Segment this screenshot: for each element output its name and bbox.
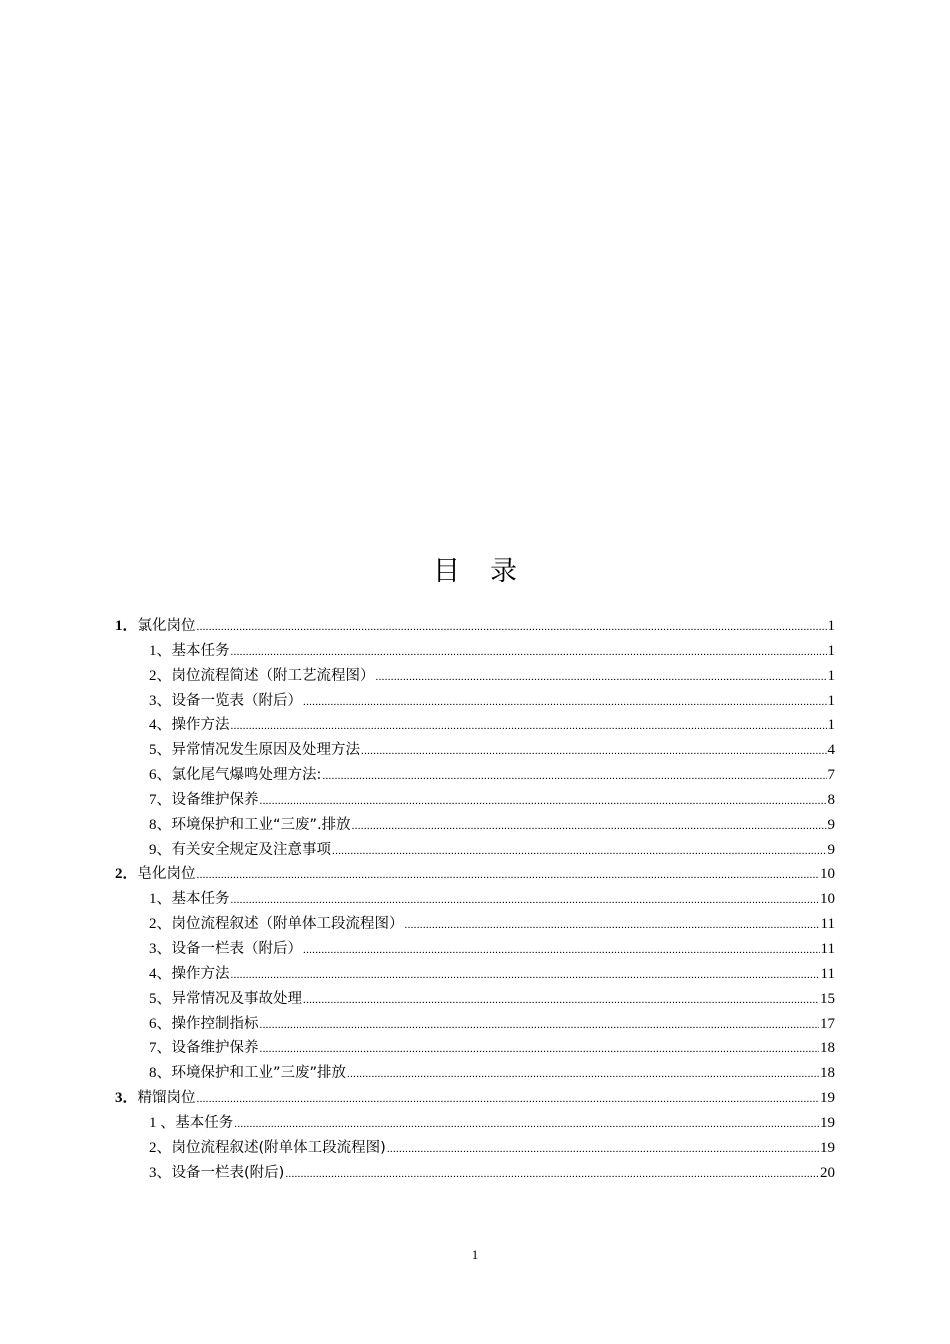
toc-dot-leader (260, 1037, 819, 1062)
toc-entry-title: 基本任务 (171, 642, 230, 659)
toc-entry-number: 2、 (149, 916, 172, 933)
toc-entry-title: 有关安全规定及注意事项 (171, 841, 332, 858)
toc-dot-leader (197, 615, 827, 640)
toc-dot-leader (303, 938, 820, 963)
toc-entry[interactable] (115, 862, 835, 887)
toc-entry[interactable] (115, 838, 835, 863)
toc-entry-number: 5、 (149, 742, 172, 759)
toc-entry[interactable] (115, 664, 835, 689)
toc-entry-page: 7 (827, 767, 835, 784)
toc-dot-leader (260, 789, 827, 814)
toc-entry-number: 3、 (149, 692, 172, 709)
toc-entry-title: 基本任务 (175, 1114, 234, 1131)
toc-dot-leader (405, 913, 820, 938)
page-number: 1 (471, 1247, 479, 1262)
toc-entry[interactable] (115, 639, 835, 664)
toc-dot-leader (322, 764, 826, 789)
toc-entry-title: 设备维护保养 (171, 1040, 259, 1057)
toc-entry[interactable] (115, 1061, 835, 1086)
toc-dot-leader (303, 690, 826, 715)
toc-entry-number: 3． (115, 1090, 138, 1107)
toc-entry-number: 5、 (149, 990, 172, 1007)
toc-entry-page: 4 (827, 742, 835, 759)
table-of-contents (115, 614, 835, 1185)
toc-entry[interactable] (115, 1036, 835, 1061)
toc-entry-number: 1． (115, 618, 138, 634)
toc-entry-number: 1、 (149, 891, 172, 908)
toc-entry-title: 操作方法 (171, 965, 230, 982)
toc-dot-leader (303, 988, 819, 1013)
toc-entry[interactable] (115, 1136, 835, 1161)
toc-dot-leader (197, 1087, 819, 1112)
toc-entry-page: 19 (820, 1090, 835, 1107)
toc-entry-title: 岗位流程叙述（附单体工段流程图） (171, 916, 404, 933)
toc-entry-title: 皂化岗位 (137, 866, 196, 883)
toc-entry-number: 6、 (149, 767, 172, 784)
toc-dot-leader (231, 714, 827, 739)
toc-entry-page: 11 (820, 940, 835, 957)
toc-entry-page: 1 (827, 717, 835, 734)
toc-entry-page: 9 (827, 816, 835, 833)
toc-entry[interactable] (115, 962, 835, 987)
toc-entry[interactable] (115, 1086, 835, 1111)
toc-entry[interactable] (115, 738, 835, 763)
toc-entry-page: 1 (827, 618, 835, 634)
toc-entry-page: 10 (820, 891, 835, 908)
toc-entry-title: 环境保护和工业“三废”.排放 (171, 816, 351, 833)
toc-entry-page: 10 (820, 866, 835, 883)
toc-entry-page: 1 (827, 667, 835, 684)
toc-entry[interactable] (115, 713, 835, 738)
toc-entry-number: 2、 (149, 1139, 172, 1156)
toc-entry-title: 环境保护和工业”三废”排放 (171, 1065, 347, 1082)
toc-dot-leader (197, 863, 819, 888)
toc-entry-title: 操作控制指标 (171, 1015, 259, 1032)
toc-entry-page: 9 (827, 841, 835, 858)
toc-dot-leader (332, 839, 826, 864)
toc-dot-leader (231, 640, 827, 665)
toc-entry-page: 19 (820, 1139, 835, 1156)
toc-dot-leader (260, 1013, 819, 1038)
toc-entry[interactable] (115, 763, 835, 788)
toc-entry-title: 岗位流程叙述(附单体工段流程图) (171, 1139, 386, 1156)
toc-entry-title: 氯化尾气爆鸣处理方法: (171, 767, 322, 784)
toc-entry[interactable] (115, 788, 835, 813)
toc-entry-number: 8、 (149, 816, 172, 833)
toc-entry[interactable] (115, 1161, 835, 1186)
toc-entry-page: 1 (827, 642, 835, 659)
toc-entry-title: 精馏岗位 (137, 1090, 196, 1107)
toc-entry-number: 7、 (149, 1040, 172, 1057)
toc-entry-number: 3、 (149, 1164, 172, 1181)
toc-entry-title: 异常情况及事故处理 (171, 990, 303, 1007)
toc-entry-title: 基本任务 (171, 891, 230, 908)
toc-entry-title: 异常情况发生原因及处理方法 (171, 742, 361, 759)
toc-dot-leader (231, 963, 820, 988)
toc-entry[interactable] (115, 813, 835, 838)
toc-entry-number: 9、 (149, 841, 172, 858)
toc-entry-page: 15 (820, 990, 835, 1007)
toc-entry-number: 8、 (149, 1065, 172, 1082)
toc-entry[interactable] (115, 1111, 835, 1136)
toc-entry-page: 17 (820, 1015, 835, 1032)
toc-entry[interactable] (115, 912, 835, 937)
toc-entry-title: 设备一览表（附后） (171, 692, 303, 709)
toc-entry-number: 1 、 (149, 1114, 176, 1131)
toc-entry[interactable] (115, 887, 835, 912)
toc-entry-page: 11 (820, 916, 835, 933)
toc-entry-page: 19 (820, 1114, 835, 1131)
toc-dot-leader (347, 1062, 819, 1087)
toc-entry-number: 4、 (149, 717, 172, 734)
toc-entry-page: 18 (820, 1040, 835, 1057)
toc-entry-title: 设备一栏表(附后) (171, 1164, 285, 1181)
toc-entry[interactable] (115, 614, 835, 639)
toc-entry[interactable] (115, 689, 835, 714)
toc-title: 目录 (433, 556, 547, 587)
toc-entry-number: 1、 (149, 642, 172, 659)
toc-entry[interactable] (115, 1012, 835, 1037)
toc-entry[interactable] (115, 937, 835, 962)
toc-entry-number: 2． (115, 866, 138, 883)
toc-dot-leader (234, 1112, 819, 1137)
toc-dot-leader (231, 888, 819, 913)
toc-entry-title: 设备一栏表（附后） (171, 940, 303, 957)
toc-entry-title: 氯化岗位 (137, 618, 196, 634)
toc-entry-number: 3、 (149, 940, 172, 957)
toc-entry[interactable] (115, 987, 835, 1012)
toc-dot-leader (285, 1162, 819, 1187)
toc-entry-page: 1 (827, 692, 835, 709)
toc-entry-title: 操作方法 (171, 717, 230, 734)
toc-dot-leader (361, 739, 826, 764)
toc-entry-number: 6、 (149, 1015, 172, 1032)
toc-entry-title: 设备维护保养 (171, 791, 259, 808)
toc-entry-title: 岗位流程简述（附工艺流程图） (171, 667, 375, 684)
toc-entry-page: 20 (820, 1164, 835, 1181)
toc-entry-number: 2、 (149, 667, 172, 684)
toc-entry-number: 7、 (149, 791, 172, 808)
toc-entry-page: 8 (827, 791, 835, 808)
toc-entry-page: 18 (820, 1065, 835, 1082)
toc-entry-number: 4、 (149, 965, 172, 982)
toc-dot-leader (352, 814, 827, 839)
toc-dot-leader (387, 1137, 819, 1162)
toc-entry-page: 11 (820, 965, 835, 982)
toc-dot-leader (376, 665, 827, 690)
